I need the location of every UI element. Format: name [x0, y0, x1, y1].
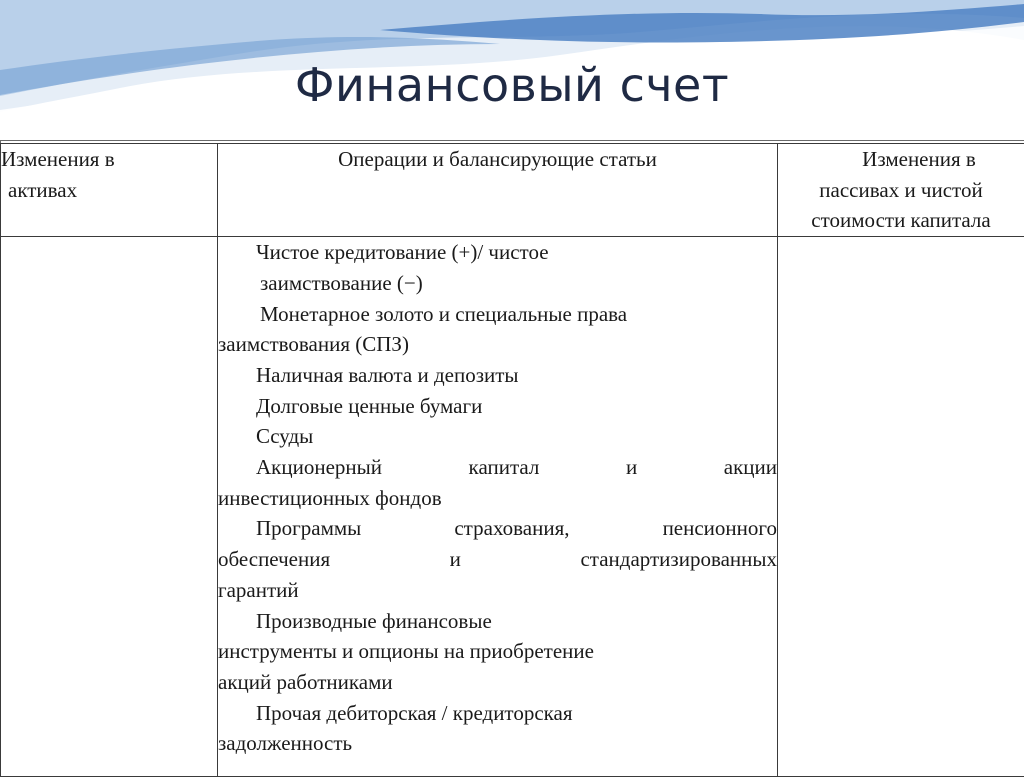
item-derivatives-line3: акций работниками — [218, 667, 777, 698]
header-liabilities-line2: пассивах и чистой — [778, 175, 1024, 206]
table-body-row — [1, 237, 1024, 777]
item-currency: Наличная валюта и депозиты — [218, 360, 777, 391]
header-assets — [1, 144, 218, 237]
header-operations-text: Операции и балансирующие статьи — [218, 144, 777, 175]
item-gold-line2: заимствования (СПЗ) — [218, 329, 777, 360]
item-other-line1: Прочая дебиторская / кредиторская — [218, 698, 777, 729]
slide-title: Финансовый счет — [0, 58, 1024, 112]
liabilities-cell — [778, 237, 1024, 777]
item-insurance-line1: Программы страхования, пенсионного — [218, 513, 777, 544]
item-insurance-line2: обеспечения и стандартизированных — [218, 544, 777, 575]
operations-cell — [218, 237, 778, 777]
item-other-line2: задолженность — [218, 728, 777, 759]
header-operations — [218, 144, 778, 237]
header-assets-line1: Изменения в — [1, 144, 217, 175]
header-liabilities — [778, 144, 1024, 237]
table-header-row — [1, 144, 1024, 237]
item-net-lending-line2: заимствование (−) — [218, 268, 777, 299]
item-equity-line1: Акционерный капитал и акции — [218, 452, 777, 483]
header-liabilities-line1: Изменения в — [778, 144, 1024, 175]
header-assets-line2: активах — [1, 175, 217, 206]
item-loans: Ссуды — [218, 421, 777, 452]
financial-account-table — [0, 143, 1024, 777]
assets-cell — [1, 237, 218, 777]
item-equity-line2: инвестиционных фондов — [218, 483, 777, 514]
item-debt-securities: Долговые ценные бумаги — [218, 391, 777, 422]
item-derivatives-line1: Производные финансовые — [218, 606, 777, 637]
item-net-lending-line1: Чистое кредитование (+)/ чистое — [218, 237, 777, 268]
header-liabilities-line3: стоимости капитала — [778, 205, 1024, 236]
item-gold-line1: Монетарное золото и специальные права — [218, 299, 777, 330]
item-insurance-line3: гарантий — [218, 575, 777, 606]
item-derivatives-line2: инструменты и опционы на приобретение — [218, 636, 777, 667]
